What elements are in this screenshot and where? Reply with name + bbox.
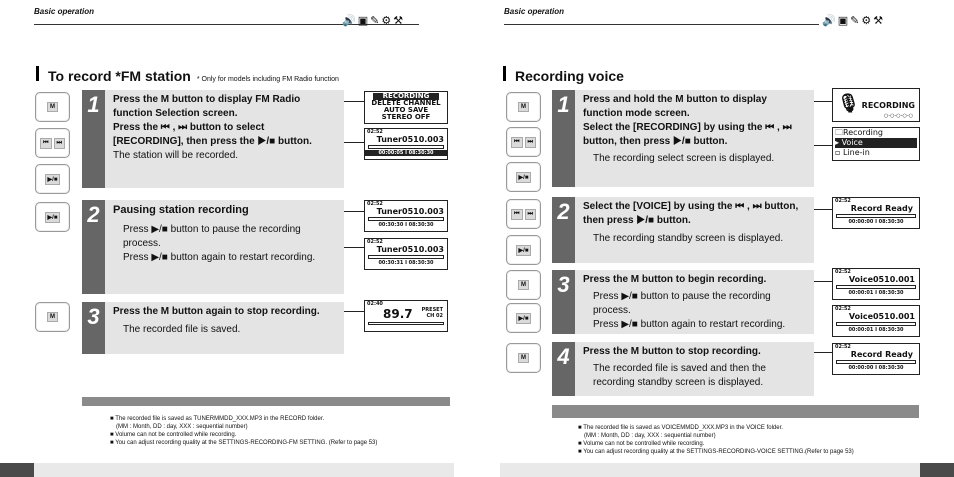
title-bar bbox=[503, 66, 506, 81]
recording-menu-screen bbox=[832, 127, 920, 161]
recording-function-screen: 🎙 RECORDING ○-○-○-○-○ bbox=[832, 88, 920, 122]
edit-icon: ✎ bbox=[370, 14, 380, 27]
tuner-record-screen: 02:52 Tuner0510.003 00:00:05 I 08:30:30 bbox=[364, 128, 448, 160]
step-text: Press the M button again to stop recording. bbox=[113, 306, 320, 317]
left-step-1 bbox=[82, 90, 344, 188]
right-step-2 bbox=[552, 197, 814, 263]
left-notes-bar bbox=[82, 397, 450, 406]
step-text: The recording select screen is displayed. bbox=[593, 153, 775, 164]
step-number: 3 bbox=[552, 270, 575, 334]
step-text: Press ▶/■ button to pause the recording process. bbox=[593, 291, 771, 316]
settings-icon: ⚙ bbox=[861, 14, 872, 27]
edit-icon: ✎ bbox=[850, 14, 860, 27]
right-title-text: Recording voice bbox=[515, 68, 624, 84]
right-header-rule bbox=[504, 24, 819, 25]
right-header: Basic operation bbox=[504, 7, 565, 16]
display-icon: ▣ bbox=[357, 14, 369, 27]
microphone-icon: 🎙 bbox=[837, 93, 860, 114]
left-notes: ■ The recorded file is saved as TUNERMMDD_XXX.MP3 in the RECORD folder. (MM : Month, DD : day, XXX : sequential number) ■ Volume can not be controlled while recording. ■ You can adjust recording quality at the SETTINGS-RECORDING-FM SETTING. (Refer to page 53) bbox=[110, 416, 378, 446]
play-button-icon: ▶/■ bbox=[35, 202, 70, 232]
tuner-pause-screen: 02:52 Tuner0510.003 00:30:30 I 08:30:30 bbox=[364, 200, 448, 232]
display-icon: ▣ bbox=[837, 14, 849, 27]
left-footer-tab bbox=[0, 463, 34, 477]
record-ready-screen: 02:52 Record Ready 00:00:00 I 08:30:30 bbox=[832, 197, 920, 229]
right-notes: ■ The recorded file is saved as VOICEMMDD_XXX.MP3 in the VOICE folder. (MM : Month, DD : day, XXX : sequential number) ■ Volume can not be controlled while recording. ■ You can adjust recording quality at the SETTINGS-RECORDING-VOICE SETTING.(Refer to page 53) bbox=[578, 425, 854, 455]
prev-next-buttons-icon: ⏮ ⏭ bbox=[35, 128, 70, 158]
step-text: Press and hold the M button to display function mode screen. bbox=[583, 94, 767, 119]
voice-pause-screen: 02:52 Voice0510.001 00:00:01 I 08:30:30 bbox=[832, 305, 920, 337]
right-step-1 bbox=[552, 90, 814, 187]
right-notes-bar bbox=[552, 405, 919, 418]
step-text: Press the ⏮ , ⏭ button to select [RECORDING], then press the ▶/■ button. bbox=[113, 122, 312, 147]
tools-icon: ⚒ bbox=[873, 14, 884, 27]
tuner-restart-screen: 02:52 Tuner0510.003 00:30:31 I 08:30:30 bbox=[364, 238, 448, 270]
menu-item-voice: ▸ Voice bbox=[835, 138, 917, 148]
play-button-icon: ▶/■ bbox=[35, 164, 70, 194]
step-number: 2 bbox=[552, 197, 575, 263]
step-number: 1 bbox=[552, 90, 575, 187]
voice-recording-screen: 02:52 Voice0510.001 00:00:01 I 08:30:30 bbox=[832, 268, 920, 300]
step-text: Press the M button to display FM Radio function Selection screen. bbox=[113, 94, 301, 119]
speaker-icon: 🔊 bbox=[342, 14, 356, 27]
step-text: Press the M button to begin recording. bbox=[583, 274, 767, 285]
left-footer bbox=[34, 463, 454, 477]
step-text: The recorded file is saved and then the recording standby screen is displayed. bbox=[593, 363, 766, 388]
speaker-icon: 🔊 bbox=[822, 14, 836, 27]
step-number: 1 bbox=[82, 90, 105, 188]
step-text: Press ▶/■ button again to restart recording. bbox=[593, 319, 786, 330]
right-header-icons bbox=[822, 14, 883, 27]
left-title-note: * Only for models including FM Radio function bbox=[196, 76, 339, 83]
record-ready-screen-2: 02:52 Record Ready 00:00:00 I 08:30:30 bbox=[832, 343, 920, 375]
play-button-icon: ▶/■ bbox=[506, 235, 541, 265]
play-button-icon: ▶/■ bbox=[506, 303, 541, 333]
menu-item-recording: 🗀Recording bbox=[835, 128, 884, 137]
left-title-text: To record *FM station bbox=[48, 68, 191, 84]
left-page-title bbox=[36, 66, 339, 84]
play-button-icon: ▶/■ bbox=[506, 162, 541, 192]
right-step-4 bbox=[552, 342, 814, 396]
m-button-icon: M bbox=[506, 270, 541, 300]
tools-icon: ⚒ bbox=[393, 14, 404, 27]
prev-next-buttons-icon: ⏮ ⏭ bbox=[506, 127, 541, 157]
right-footer-tab bbox=[920, 463, 954, 477]
step-number: 3 bbox=[82, 302, 105, 354]
step-number: 2 bbox=[82, 200, 105, 294]
left-header-icons bbox=[342, 14, 403, 27]
step-text: Select the [VOICE] by using the ⏮ , ⏭ button, then press ▶/■ button. bbox=[583, 201, 799, 226]
step-text: Select the [RECORDING] by using the ⏮ , ⏭ button, then press ▶/■ button. bbox=[583, 122, 792, 147]
settings-icon: ⚙ bbox=[381, 14, 392, 27]
step-text: Press the M button to stop recording. bbox=[583, 346, 761, 357]
step-heading: Pausing station recording bbox=[113, 204, 249, 216]
step-number: 4 bbox=[552, 342, 575, 396]
fm-menu-screen: RECORDING DELETE CHANNEL AUTO SAVE STEREO OFF bbox=[364, 91, 448, 124]
step-text: Press ▶/■ button again to restart recording. bbox=[123, 252, 316, 263]
menu-item-line-in: ▫ Line-in bbox=[835, 148, 870, 157]
title-bar bbox=[36, 66, 39, 81]
left-step-3 bbox=[82, 302, 344, 354]
m-button-icon: M bbox=[506, 92, 541, 122]
prev-next-buttons-icon: ⏮ ⏭ bbox=[506, 199, 541, 229]
right-step-3 bbox=[552, 270, 814, 334]
step-text: Press ▶/■ button to pause the recording process. bbox=[123, 224, 301, 249]
fm-radio-screen: 02:40 89.7 PRESET CH 02 bbox=[364, 300, 448, 332]
m-button-icon: M bbox=[35, 302, 70, 332]
m-button-icon: M bbox=[35, 92, 70, 122]
right-footer bbox=[500, 463, 920, 477]
step-text: The recording standby screen is displayed. bbox=[593, 233, 784, 244]
m-button-icon: M bbox=[506, 343, 541, 373]
right-page-title bbox=[503, 66, 624, 84]
step-text: The station will be recorded. bbox=[113, 150, 239, 161]
left-header: Basic operation bbox=[34, 7, 95, 16]
left-step-2 bbox=[82, 200, 344, 294]
step-text: The recorded file is saved. bbox=[123, 324, 241, 335]
